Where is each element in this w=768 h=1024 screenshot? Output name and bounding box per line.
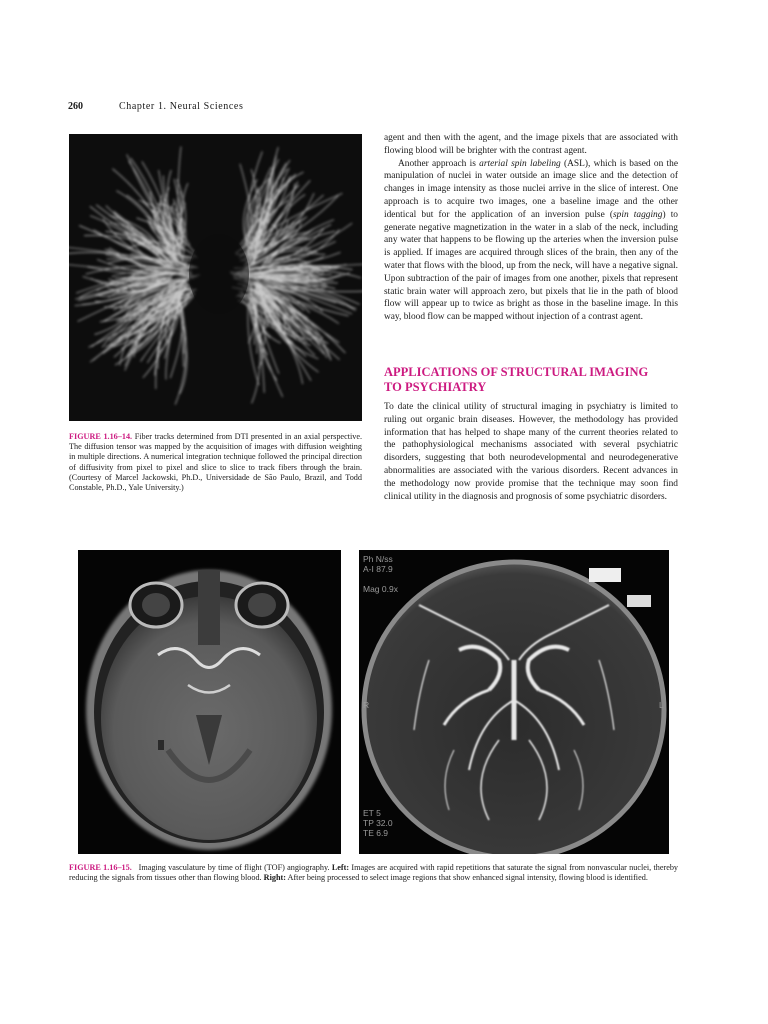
scan-parameters-bottom	[363, 808, 393, 838]
figure-15-caption-intro: Imaging vasculature by time of flight (TOF) angiography.	[138, 863, 332, 872]
fiber-track	[175, 299, 186, 405]
orientation-label-left: L	[659, 700, 664, 710]
figure-15-right-label: Right:	[263, 873, 286, 883]
chapter-title: Chapter 1. Neural Sciences	[119, 101, 244, 112]
paragraph-structural-imaging: To date the clinical utility of structural imaging in psychiatry is limited to ruling out organic brain diseases. However, the methodology has provided information that has helped to shape many of the current theories related to the pathophysiological mechanisms associated with several psychiatric disorders, suggesting that both neurodevelopmental and neurodegenerative abnormalities are associated with the various disorders. Recent advances in the methodology now provide promise that the technique may soon find clinical utility in the diagnosis and prognosis of some psychiatric disorders.	[384, 402, 678, 502]
fiber-track	[90, 216, 169, 265]
fiber-track	[177, 303, 187, 394]
spin-tagging-term: spin tagging	[613, 209, 663, 220]
figure-15-label: FIGURE 1.16–15.	[69, 863, 132, 872]
figure-14-label: FIGURE 1.16–14.	[69, 432, 133, 441]
figure-15-right-text: After being processed to select image regions that show enhanced signal intensity, flowing blood is identified.	[285, 873, 648, 883]
paragraph-contrast-agent: agent and then with the agent, and the image pixels that are associated with flowing blood will be brighter with the contrast agent.	[384, 133, 678, 156]
scan-param-te: TE 6.9	[363, 828, 389, 838]
axial-mri-image	[78, 550, 341, 854]
section-heading-line-1: APPLICATIONS OF STRUCTURAL IMAGING	[384, 365, 649, 379]
fiber-track	[263, 293, 339, 359]
asl-text-start: Another approach is	[398, 158, 480, 169]
paragraph-arterial-spin-labeling	[384, 158, 678, 324]
body-text-lower	[384, 401, 678, 503]
asl-term: arterial spin labeling	[479, 158, 561, 169]
asl-text-mid: (ASL), which is based on the manipulation of nuclei in water outside an image slice and the detection of changes in image intensity as those nuclei arrive in the slice of interest. One approach is to acquire two images, one a baseline image and the other identical but for the application of an inversion pulse (	[384, 158, 679, 220]
page-number: 260	[68, 101, 83, 112]
dti-fiber-track-image	[69, 134, 362, 421]
scan-parameters-top	[363, 554, 398, 594]
fiber-track	[127, 154, 185, 251]
scan-param-blank	[363, 574, 398, 584]
figure-15-caption	[69, 863, 678, 883]
figure-15-left-label: Left:	[331, 863, 350, 872]
scan-param-et: ET 5	[363, 808, 381, 818]
tof-angiography-image	[359, 550, 669, 854]
figure-14-caption	[69, 432, 362, 493]
section-heading-line-2: TO PSYCHIATRY	[384, 379, 487, 394]
figure-15-left-text: Images are acquired with rapid repetitions that saturate the signal from nonvascular nuclei, thereby reducing the signals from tissues other than flowing blood.	[69, 863, 679, 883]
scan-param-mag: Mag 0.9x	[363, 584, 398, 594]
scan-param-ph: Ph N/ss	[363, 554, 393, 564]
body-text-upper	[384, 132, 678, 324]
asl-text-end: ) to generate negative magnetization in the water in a slab of the neck, including any water that happens to be flowing up the arteries when the inversion pulse is applied. If images are acquired through slices of the brain, then any of the water that flows with the blood, up from the neck, will have a negative signal. Upon subtraction of the pair of images from one another, pixels that represent static brain water will approach zero, but pixels that lie in the path of blood flow will appear up to twice as bright as those in the baseline image. In this way, blood flow can be mapped without injection of a contrast agent.	[384, 209, 678, 323]
scan-param-tp: TP 32.0	[363, 818, 393, 828]
scan-param-ai: A-I 87.9	[363, 564, 393, 574]
orientation-label-right: R	[363, 700, 370, 710]
figure-14-caption-text: Fiber tracks determined from DTI presented in an axial perspective. The diffusion tensor was mapped by the acquisition of images with diffusion weighting in multiple directions. A numerical integration technique followed the principal direction of diffusivity from pixel to pixel and slice to slice to track fibers through the brain. (Courtesy of Marcel Jackowski, Ph.D., Universidade de São Paulo, Brazil, and Todd Constable, Ph.D., Yale University.)	[69, 432, 363, 493]
section-heading	[384, 365, 684, 394]
